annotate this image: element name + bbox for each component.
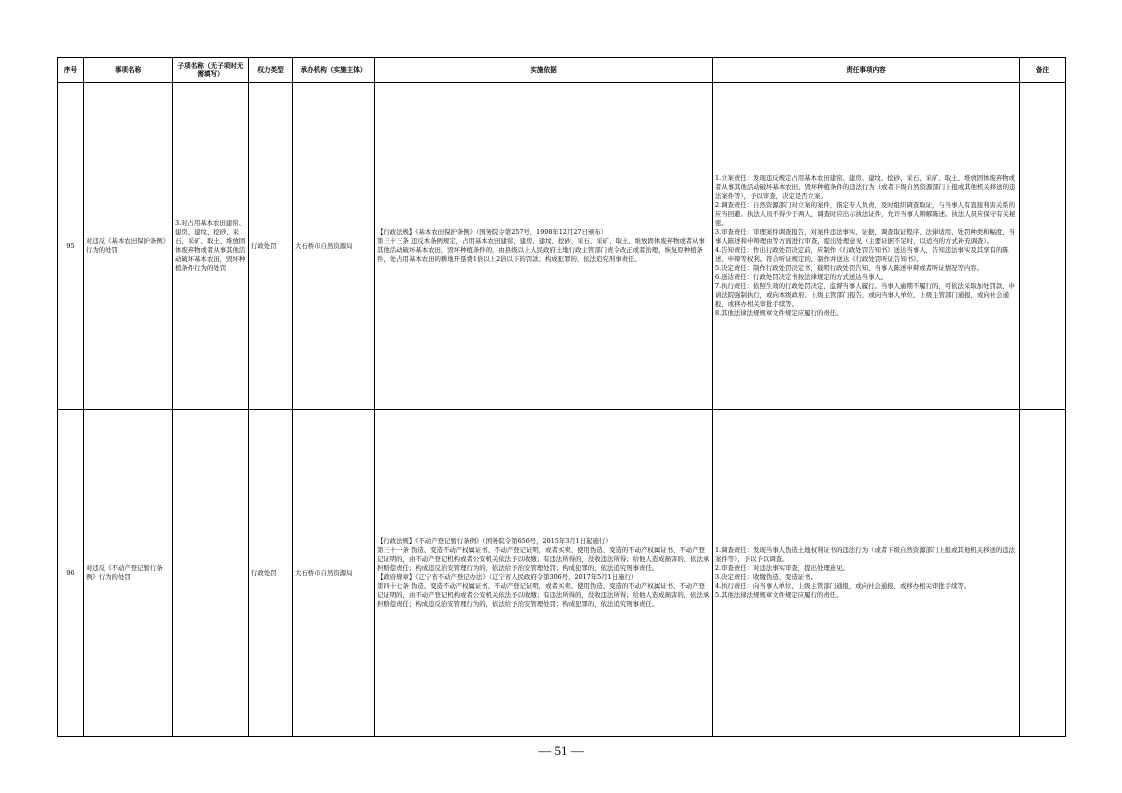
note bbox=[1020, 410, 1066, 737]
subitem-name bbox=[173, 410, 249, 737]
resp-paragraph: 2.调查责任：自然资源部门对立案的案件，指定专人负责，及时组织调查取证，与当事人有直接利害关系的应当回避。执法人员不得少于两人，调查时应出示执法证件，允许当事人辩解陈述。执法人员应保守有关秘密。 bbox=[715, 201, 1016, 227]
header-type: 权力类型 bbox=[249, 58, 293, 83]
resp-paragraph: 4.执行责任：向当事人单位、上级主管部门通报，或向社会通报，或移办相关审批手续等。 bbox=[715, 582, 971, 590]
resp-paragraph: 5.其他法律法规规章文件规定应履行的责任。 bbox=[715, 591, 843, 599]
row-index: 95 bbox=[58, 83, 84, 410]
basis-paragraph: 【行政法规】《基本农田保护条例》（国务院令第257号，1998年12月27日颁布） bbox=[377, 228, 608, 236]
resp-paragraph: 5.决定责任：制作行政处罚决定书，载明行政处罚告知、当事人陈述申辩或者听证情况等内容。 bbox=[715, 264, 984, 272]
header-resp: 责任事项内容 bbox=[713, 58, 1020, 83]
header-basis: 实施依据 bbox=[375, 58, 713, 83]
header-note: 备注 bbox=[1020, 58, 1066, 83]
header-org: 承办机构（实施主体） bbox=[293, 58, 375, 83]
resp-paragraph: 3.决定责任：收缴伪造、变造证书。 bbox=[715, 573, 817, 581]
legal-basis bbox=[375, 83, 713, 410]
power-type: 行政处罚 bbox=[249, 410, 293, 737]
power-type: 行政处罚 bbox=[249, 83, 293, 410]
subitem-name: 3.对占用基本农田建窑、建房、建坟、挖砂、采石、采矿、取土、堆放固体废弃物或者从事其他活动破坏基本农田，毁坏种植条件行为的处罚 bbox=[173, 83, 249, 410]
row-index: 96 bbox=[58, 410, 84, 737]
basis-paragraph: 第三十一条 伪造、变造不动产权属证书、不动产登记证明，或者买卖、使用伪造、变造的不动产权属证书、不动产登记证明的，由不动产登记机构或者公安机关依法予以收缴；有违法所得的，没收违法所得；给他人造成损害的，依法承担赔偿责任；构成违反治安管理行为的，依法给予治安管理处罚；构成犯罪的，依法追究刑事责任。 bbox=[377, 546, 710, 572]
page-number: — 51 — bbox=[538, 743, 584, 758]
basis-paragraph: 第四十七条 伪造、变造不动产权属证书、不动产登记证明，或者买卖、使用伪造、变造的不动产权属证书、不动产登记证明的，由不动产登记机构或者公安机关依法予以收缴；有违法所得的，没收违法所得；给他人造成损害的，依法承担赔偿责任；构成违反治安管理行为的，依法给予治安管理处罚；构成犯罪的，依法追究刑事责任。 bbox=[377, 582, 710, 608]
resp-paragraph: 1.立案责任：发现违反规定占用基本农田建窑、建房、建坟、挖砂、采石、采矿、取土、堆放固体废弃物或者从事其他活动破坏基本农田，毁坏种植条件的违法行为（或者下级自然资源部门上报或其他机关移送的违法案件等），予以审查，决定是否立案。 bbox=[715, 174, 1016, 200]
resp-paragraph: 7.执行责任：依照生效的行政处罚决定，监督当事人履行。当事人逾期不履行的，可依法采取加处罚款、申请法院强制执行，或向本级政府、上级主管部门报告，或向当事人单位、上级主管部门通报，或向社会通报，或移办相关审批手续等。 bbox=[715, 282, 1016, 308]
resp-paragraph: 4.告知责任：作出行政处罚决定前，应制作《行政处罚告知书》送达当事人，告知违法事实及其享有的陈述、申辩等权利。符合听证规定的，制作并送达《行政处罚听证告知书》。 bbox=[715, 246, 1009, 263]
table-row bbox=[58, 83, 1066, 410]
resp-paragraph: 1.调查责任：发现当事人伪造土地权利证书的违法行为（或者下级自然资源部门上报或其他机关移送的违法案件等），予以予以调查。 bbox=[715, 546, 1016, 563]
basis-paragraph: 【政府规章】《辽宁省不动产登记办法》（辽宁省人民政府令第306号，2017年5月1日施行） bbox=[377, 573, 638, 581]
header-subitem: 子项名称（无子项时无需填写） bbox=[173, 58, 249, 83]
resp-paragraph: 2.审查责任：对违法事实审查，提出处理意见。 bbox=[715, 564, 849, 572]
basis-paragraph: 第三十三条 违反本条例规定，占用基本农田建窑、建房、建坟、挖砂、采石、采矿、取土、堆放固体废弃物或者从事其他活动破坏基本农田，毁坏种植条件的，由县级以上人民政府土地行政主管部门责令改正或者治理，恢复原种植条件，处占用基本农田的耕地开垦费1倍以上2倍以下的罚款；构成犯罪的，依法追究刑事责任。 bbox=[377, 237, 705, 263]
organization: 大石桥市自然资源局 bbox=[293, 410, 375, 737]
basis-paragraph: 【行政法规】《不动产登记暂行条例》（国务院令第656号，2015年3月1日起施行） bbox=[377, 537, 612, 545]
header-idx: 序号 bbox=[58, 58, 84, 83]
responsibility bbox=[713, 83, 1020, 410]
item-name: 对违反《基本农田保护条例》行为的处罚 bbox=[84, 83, 173, 410]
organization: 大石桥市自然资源局 bbox=[293, 83, 375, 410]
resp-paragraph: 8.其他法律法规规章文件规定应履行的责任。 bbox=[715, 309, 843, 317]
item-name: 对违反《不动产登记暂行条例》行为的处罚 bbox=[84, 410, 173, 737]
legal-basis bbox=[375, 410, 713, 737]
header-row bbox=[58, 58, 1066, 83]
header-item: 事项名称 bbox=[84, 58, 173, 83]
responsibility bbox=[713, 410, 1020, 737]
table-row bbox=[58, 410, 1066, 737]
resp-paragraph: 3.审查责任：审理案件调查报告，对案件违法事实、证据、调查取证程序、法律适用、处罚种类和幅度、当事人陈述和申辩理由等方面进行审查，提出处理意见（主要证据不足时，以适当的方式补充调查）。 bbox=[715, 228, 1016, 245]
note bbox=[1020, 83, 1066, 410]
records-table bbox=[57, 57, 1066, 737]
resp-paragraph: 6.送达责任：行政处罚决定书按法律规定的方式送达当事人。 bbox=[715, 273, 888, 281]
